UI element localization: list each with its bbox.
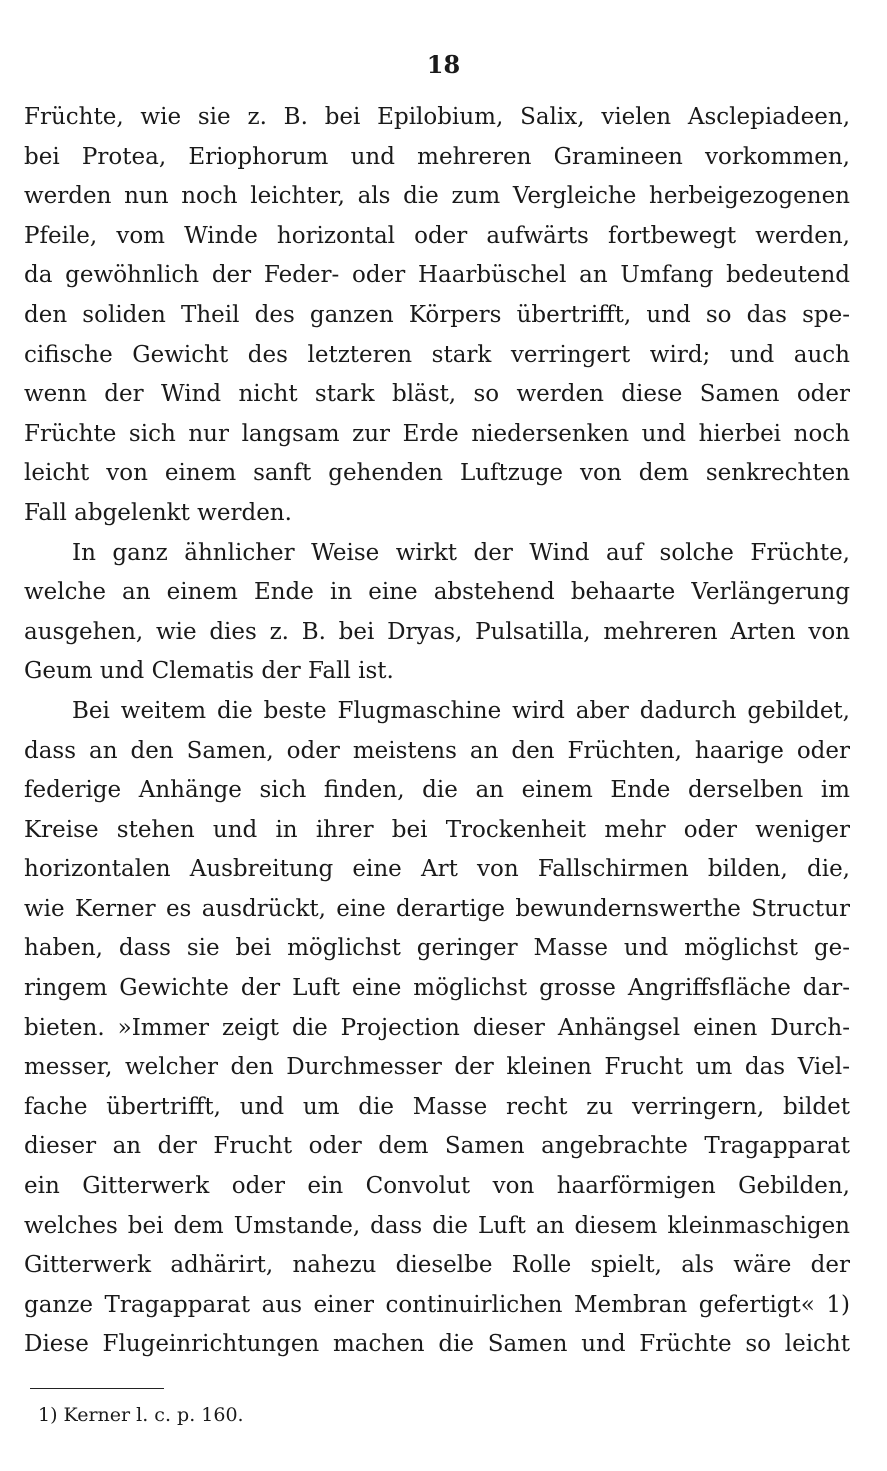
text-line: dieser an der Frucht oder dem Samen angebrachte Tragapparat bbox=[24, 1133, 850, 1160]
text-line: horizontalen Ausbreitung eine Art von Fallschirmen bilden, die, bbox=[24, 856, 850, 883]
text-line: Diese Flugeinrichtungen machen die Samen und Früchte so leicht bbox=[24, 1331, 850, 1358]
text-line: Gitterwerk adhärirt, nahezu dieselbe Rolle spielt, als wäre der bbox=[24, 1252, 850, 1279]
text-line: Kreise stehen und in ihrer bei Trockenheit mehr oder weniger bbox=[24, 816, 850, 843]
text-line: werden nun noch leichter, als die zum Vergleiche herbeigezogenen bbox=[24, 183, 850, 210]
text-line: wie Kerner es ausdrückt, eine derartige bewundernswerthe Structur bbox=[24, 895, 850, 922]
text-line: wenn der Wind nicht stark bläst, so werden diese Samen oder bbox=[24, 381, 850, 408]
page-number: 18 bbox=[426, 50, 461, 79]
text-line: ausgehen, wie dies z. B. bei Dryas, Pulsatilla, mehreren Arten von bbox=[24, 618, 850, 645]
text-line: Bei weitem die beste Flugmaschine wird aber dadurch gebildet, bbox=[72, 697, 850, 724]
text-line: bei Protea, Eriophorum und mehreren Gramineen vorkommen, bbox=[24, 143, 850, 170]
text-line: da gewöhnlich der Feder- oder Haarbüschel an Umfang bedeutend bbox=[24, 262, 850, 289]
text-line: leicht von einem sanft gehenden Luftzuge von dem senkrechten bbox=[24, 460, 850, 487]
text-line: Früchte sich nur langsam zur Erde niedersenken und hierbei noch bbox=[24, 420, 850, 447]
body-text bbox=[24, 98, 850, 1365]
footnote-rule bbox=[30, 1388, 164, 1389]
footnote: 1) Kerner l. c. p. 160. bbox=[38, 1404, 244, 1426]
text-line: Früchte, wie sie z. B. bei Epilobium, Salix, vielen Asclepiadeen, bbox=[24, 104, 850, 130]
text-line: welche an einem Ende in eine abstehend behaarte Verlängerung bbox=[24, 579, 850, 606]
text-line: bieten. »Immer zeigt die Projection dieser Anhängsel einen Durch- bbox=[24, 1014, 850, 1041]
text-line: haben, dass sie bei möglichst geringer Masse und möglichst ge- bbox=[24, 935, 850, 962]
text-line: ein Gitterwerk oder ein Convolut von haarförmigen Gebilden, bbox=[24, 1173, 850, 1200]
text-line: dass an den Samen, oder meistens an den Früchten, haarige oder bbox=[24, 737, 850, 764]
text-line: ganze Tragapparat aus einer continuirlichen Membran gefertigt« 1) bbox=[24, 1291, 850, 1318]
text-line: Geum und Clematis der Fall ist. bbox=[24, 658, 394, 685]
text-line: welches bei dem Umstande, dass die Luft an diesem kleinmaschigen bbox=[24, 1212, 850, 1239]
text-line: Pfeile, vom Winde horizontal oder aufwärts fortbewegt werden, bbox=[24, 222, 850, 249]
text-line: messer, welcher den Durchmesser der kleinen Frucht um das Viel- bbox=[24, 1054, 850, 1081]
text-line: den soliden Theil des ganzen Körpers übertrifft, und so das spe- bbox=[24, 301, 850, 328]
text-line: Fall abgelenkt werden. bbox=[24, 499, 292, 526]
text-line: fache übertrifft, und um die Masse recht zu verringern, bildet bbox=[24, 1093, 850, 1120]
text-line: ringem Gewichte der Luft eine möglichst grosse Angriffsfläche dar- bbox=[24, 975, 850, 1002]
text-line: federige Anhänge sich finden, die an einem Ende derselben im bbox=[24, 777, 850, 804]
text-line: In ganz ähnlicher Weise wirkt der Wind auf solche Früchte, bbox=[72, 539, 850, 566]
text-line: cifische Gewicht des letzteren stark verringert wird; und auch bbox=[24, 341, 850, 368]
